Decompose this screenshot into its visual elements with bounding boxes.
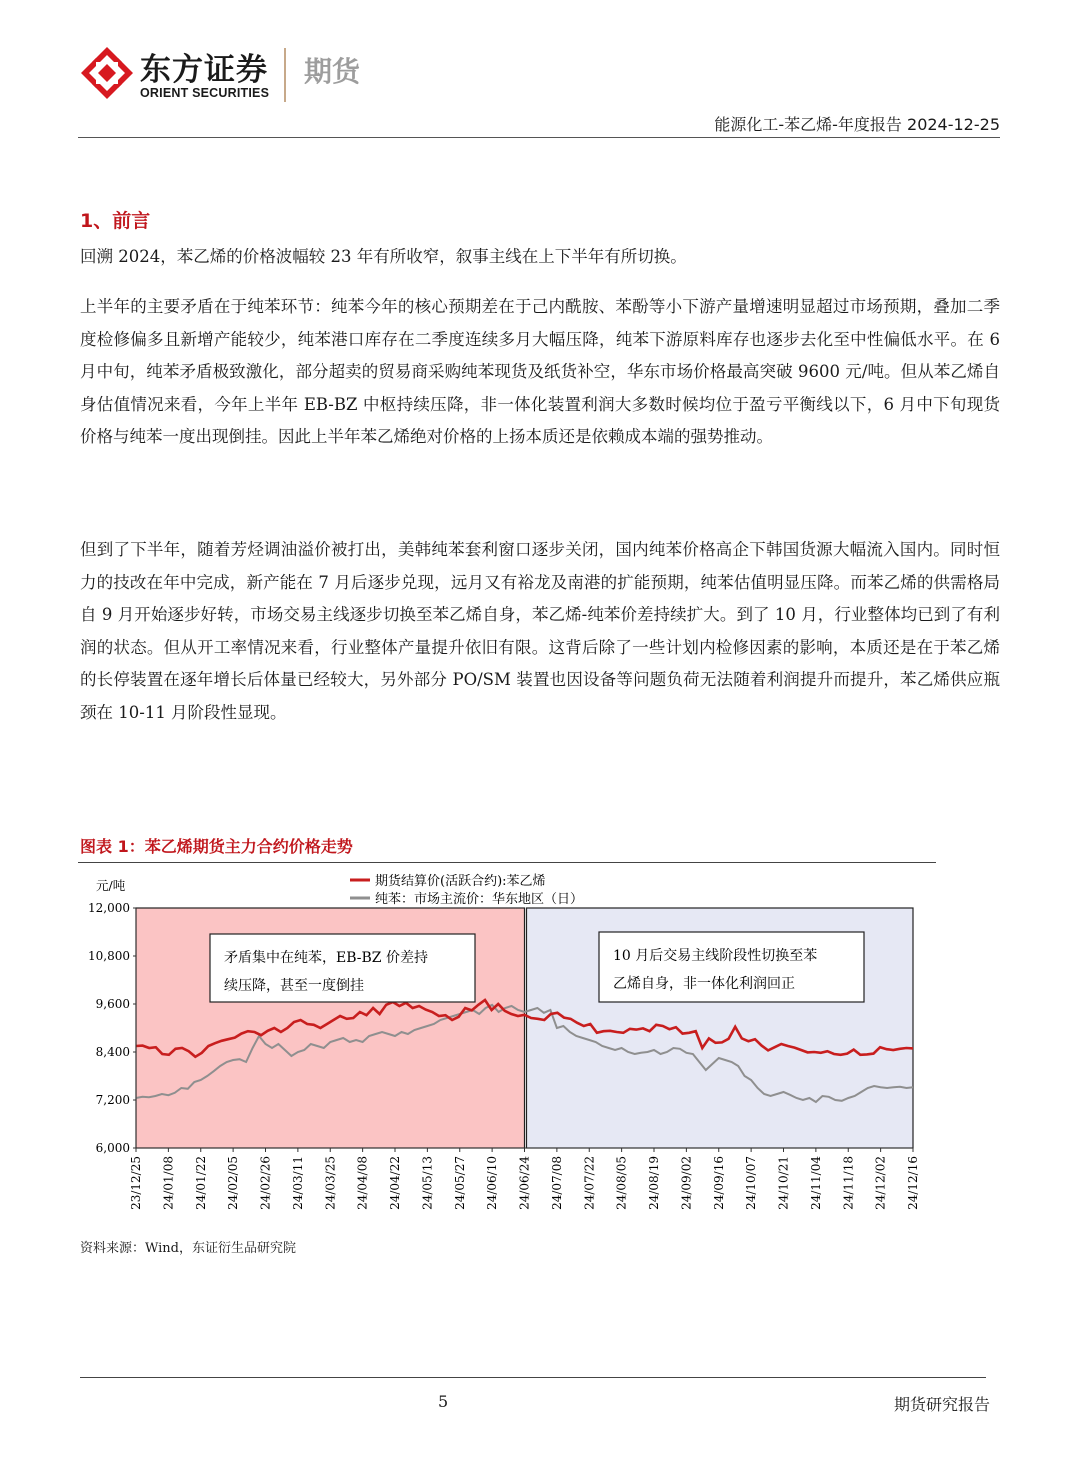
x-tick-label: 23/12/25	[129, 1156, 143, 1210]
figure-source: 资料来源：Wind，东证衍生品研究院	[80, 1241, 296, 1256]
brand-name-cn: 东方证券	[140, 52, 268, 88]
x-tick-label: 24/11/18	[841, 1156, 856, 1210]
legend-label-styrene: 期货结算价(活跃合约):苯乙烯	[375, 874, 546, 889]
paragraph-first-half: 上半年的主要矛盾在于纯苯环节：纯苯今年的核心预期差在于己内酰胺、苯酚等小下游产量增速明显超过市场预期，叠加二季度检修偏多且新增产能较少，纯苯港口库存在二季度连续多月大幅压降，纯苯下游原料库存也逐步去化至中性偏低水平。在 6 月中旬，纯苯矛盾极致激化，部分超卖的贸易商采购纯苯现货及纸货补空，华东市场价格最高突破 9600 元/吨。但从苯乙烯自身估值情况来看，今年上半年 EB-BZ 中枢持续压降，非一体化装置利润大多数时候均位于盈亏平衡线以下，6 月中下旬现货价格与纯苯一度出现倒挂。因此上半年苯乙烯绝对价格的上扬本质还是依赖成本端的强势推动。	[80, 297, 1000, 446]
x-tick-label: 24/02/26	[258, 1156, 273, 1210]
x-tick-label: 24/11/04	[808, 1156, 823, 1210]
x-tick-label: 24/04/22	[388, 1156, 402, 1210]
x-tick-label: 24/12/02	[873, 1156, 888, 1210]
x-tick-label: 24/09/02	[679, 1156, 694, 1210]
paragraph-intro: 回溯 2024，苯乙烯的价格波幅较 23 年有所收窄，叙事主线在上下半年有所切换。	[80, 247, 687, 266]
footer-label: 期货研究报告	[893, 1395, 990, 1414]
section-title: 1、前言	[80, 210, 151, 232]
footer-rule	[80, 1377, 986, 1378]
x-tick-label: 24/05/13	[420, 1156, 435, 1210]
x-tick-label: 24/05/27	[452, 1156, 467, 1210]
x-tick-label: 24/03/25	[323, 1156, 338, 1210]
y-axis-label: 元/吨	[96, 878, 126, 893]
header-rule	[78, 137, 1000, 138]
x-tick-label: 24/07/22	[582, 1156, 597, 1210]
report-info: 能源化工-苯乙烯-年度报告 2024-12-25	[714, 115, 1000, 134]
annotation-first-half-line2: 续压降，甚至一度倒挂	[224, 978, 364, 994]
y-tick-label: 6,000	[95, 1141, 130, 1155]
x-tick-label: 24/06/10	[485, 1156, 500, 1210]
legend-label-benzene: 纯苯：市场主流价：华东地区（日）	[375, 892, 584, 907]
page-number: 5	[438, 1392, 449, 1411]
figure-title: 图表 1：苯乙烯期货主力合约价格走势	[80, 837, 353, 856]
price-chart	[78, 866, 938, 1236]
legend	[350, 873, 583, 907]
division-label: 期货	[304, 55, 361, 88]
x-tick-label: 24/01/22	[193, 1156, 208, 1210]
y-tick-label: 10,800	[88, 949, 130, 963]
x-tick-label: 24/07/08	[549, 1156, 564, 1210]
paragraph-second-half: 但到了下半年，随着芳烃调油溢价被打出，美韩纯苯套利窗口逐步关闭，国内纯苯价格高企下韩国货源大幅流入国内。同时恒力的技改在年中完成，新产能在 7 月后逐步兑现，远月又有裕龙及南港的扩能预期，纯苯估值明显压降。而苯乙烯的供需格局自 9 月开始逐步好转，市场交易主线逐步切换至苯乙烯自身，苯乙烯-纯苯价差持续扩大。到了 10 月，行业整体均已到了有利润的状态。但从开工率情况来看，行业整体产量提升依旧有限。这背后除了一些计划内检修因素的影响，本质还是在于苯乙烯的长停装置在逐年增长后体量已经较大，另外部分 PO/SM 装置也因设备等问题负荷无法随着利润提升而提升，苯乙烯供应瓶颈在 10-11 月阶段性显现。	[80, 540, 1000, 722]
x-tick-label: 24/02/05	[226, 1156, 241, 1210]
x-tick-label: 24/01/08	[161, 1156, 176, 1210]
brand-name-en: ORIENT SECURITIES	[140, 86, 270, 100]
orient-securities-logo-icon	[80, 46, 134, 100]
x-tick-label: 24/12/16	[906, 1156, 920, 1210]
x-tick-label: 24/06/24	[517, 1156, 532, 1210]
x-tick-label: 24/04/08	[355, 1156, 370, 1210]
x-tick-label: 24/09/16	[711, 1156, 726, 1210]
y-tick-label: 7,200	[95, 1093, 130, 1107]
page-header	[80, 40, 1000, 140]
logo-divider	[284, 48, 286, 102]
x-tick-label: 24/03/11	[290, 1156, 305, 1210]
annotation-first-half	[210, 934, 475, 1002]
x-tick-label: 24/08/05	[614, 1156, 629, 1210]
y-tick-label: 12,000	[88, 901, 130, 915]
annotation-second-half-line1: 10 月后交易主线阶段性切换至苯	[613, 948, 818, 964]
x-tick-label: 24/10/21	[776, 1156, 791, 1210]
annotation-first-half-line1: 矛盾集中在纯苯，EB-BZ 价差持	[224, 950, 428, 966]
annotation-second-half	[599, 932, 864, 1002]
x-tick-label: 24/10/07	[744, 1156, 759, 1210]
annotation-second-half-line2: 乙烯自身，非一体化利润回正	[613, 976, 795, 992]
x-tick-label: 24/08/19	[647, 1156, 661, 1210]
y-tick-label: 9,600	[95, 997, 130, 1011]
y-tick-label: 8,400	[95, 1045, 130, 1059]
figure-rule	[78, 862, 936, 863]
